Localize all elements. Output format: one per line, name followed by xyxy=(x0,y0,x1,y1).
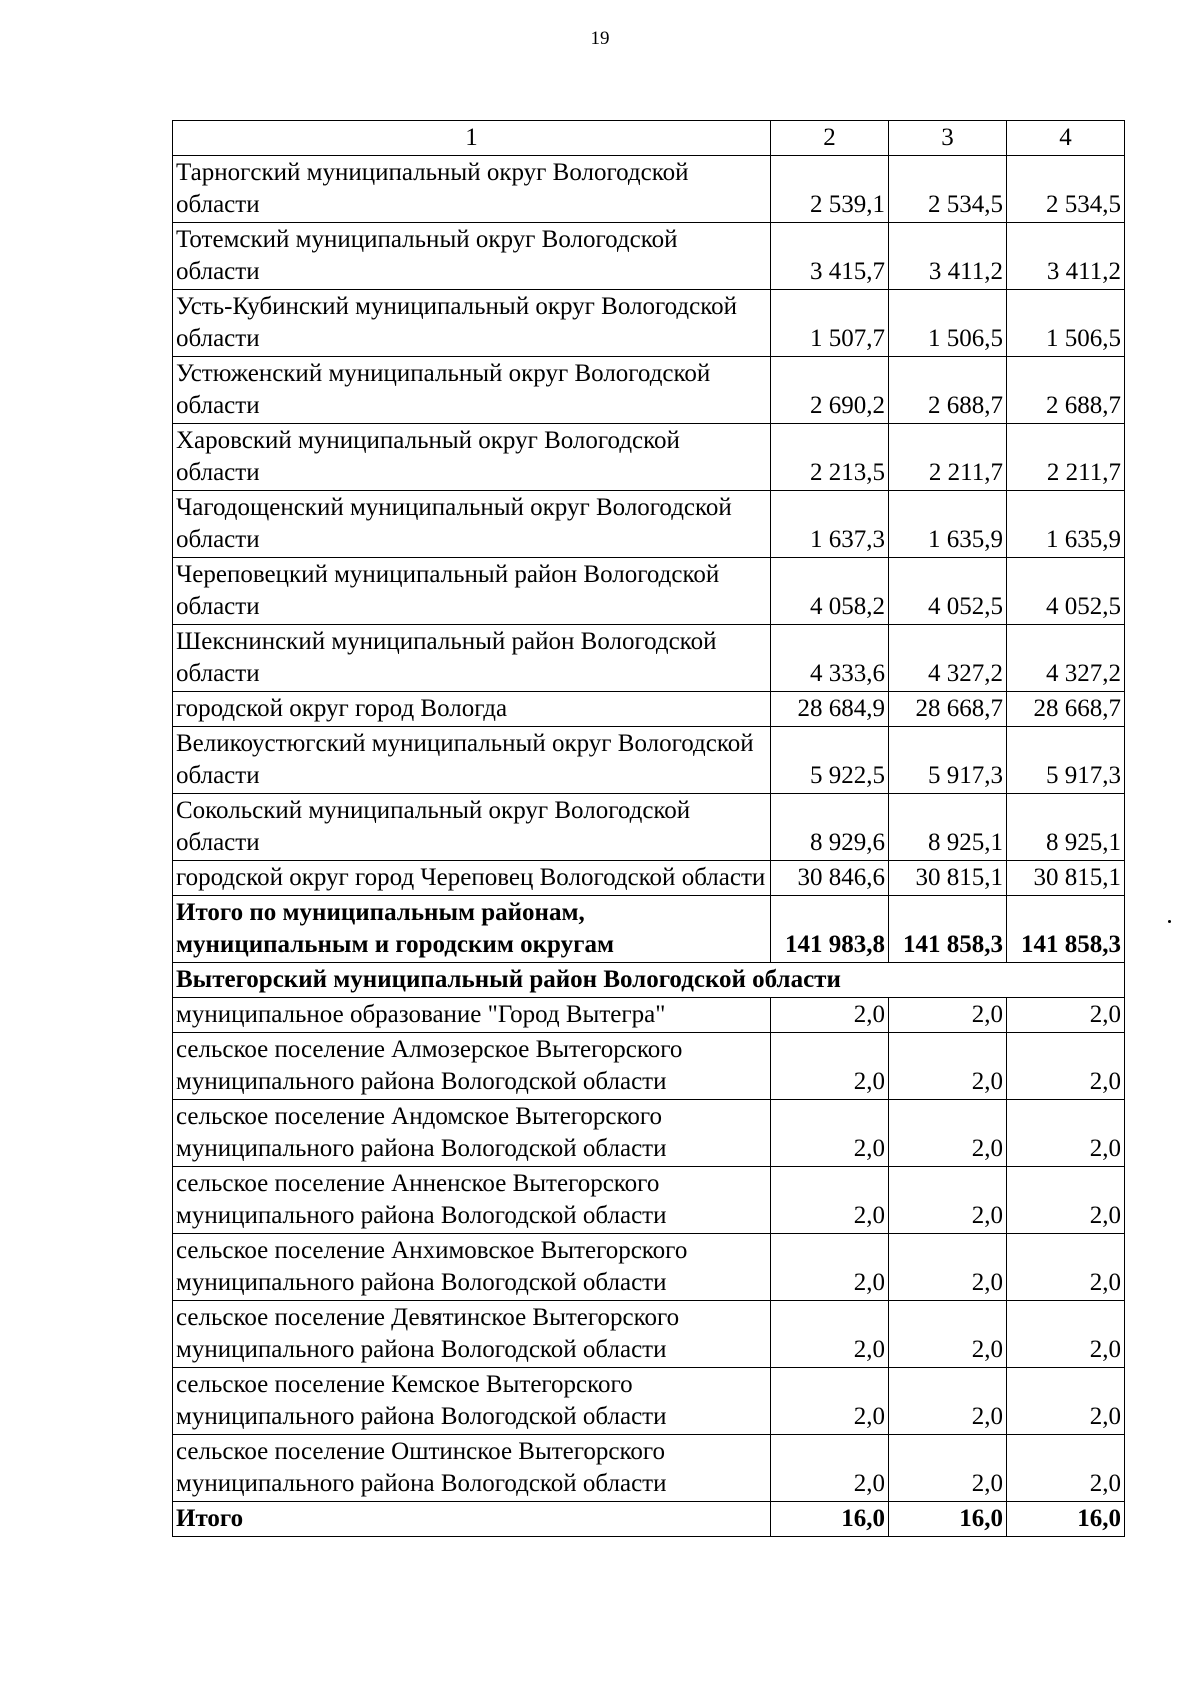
table-row xyxy=(173,290,1125,357)
row-value-col-3: 3 411,2 xyxy=(889,223,1007,290)
row-value-col-2: 16,0 xyxy=(771,1502,889,1537)
table-row xyxy=(173,727,1125,794)
row-name: Усть-Кубинский муниципальный округ Вологодской области xyxy=(173,290,771,357)
table-row xyxy=(173,1100,1125,1167)
row-name: Харовский муниципальный округ Вологодской области xyxy=(173,424,771,491)
row-name: Тотемский муниципальный округ Вологодской области xyxy=(173,223,771,290)
table-row xyxy=(173,1301,1125,1368)
row-value-col-4: 2 688,7 xyxy=(1007,357,1125,424)
row-value-col-3: 2,0 xyxy=(889,1234,1007,1301)
row-value-col-4: 2 211,7 xyxy=(1007,424,1125,491)
row-value-col-3: 16,0 xyxy=(889,1502,1007,1537)
row-name: Тарногский муниципальный округ Вологодской области xyxy=(173,156,771,223)
header-col-4: 4 xyxy=(1007,121,1125,156)
row-name: Череповецкий муниципальный район Вологодской области xyxy=(173,558,771,625)
row-value-col-2: 2 213,5 xyxy=(771,424,889,491)
row-name: Итого xyxy=(173,1502,771,1537)
row-name: Шекснинский муниципальный район Вологодской области xyxy=(173,625,771,692)
table-row xyxy=(173,1368,1125,1435)
row-name: сельское поселение Оштинское Вытегорского муниципального района Вологодской области xyxy=(173,1435,771,1502)
table-row xyxy=(173,1234,1125,1301)
table-row xyxy=(173,424,1125,491)
row-value-col-4: 2,0 xyxy=(1007,1033,1125,1100)
row-value-col-2: 2,0 xyxy=(771,1234,889,1301)
row-name: Великоустюгский муниципальный округ Вологодской области xyxy=(173,727,771,794)
row-value-col-2: 4 333,6 xyxy=(771,625,889,692)
table-row xyxy=(173,794,1125,861)
budget-table xyxy=(172,120,1125,1537)
row-value-col-4: 1 506,5 xyxy=(1007,290,1125,357)
total-row xyxy=(173,896,1125,963)
row-name: сельское поселение Алмозерское Вытегорского муниципального района Вологодской области xyxy=(173,1033,771,1100)
margin-mark xyxy=(1168,920,1171,923)
row-value-col-4: 16,0 xyxy=(1007,1502,1125,1537)
table-row xyxy=(173,357,1125,424)
section-title-row xyxy=(173,963,1125,998)
row-name: Сокольский муниципальный округ Вологодской области xyxy=(173,794,771,861)
row-value-col-3: 5 917,3 xyxy=(889,727,1007,794)
row-value-col-4: 2 534,5 xyxy=(1007,156,1125,223)
grand-total-row xyxy=(173,1502,1125,1537)
row-value-col-4: 2,0 xyxy=(1007,1368,1125,1435)
row-value-col-4: 2,0 xyxy=(1007,1167,1125,1234)
row-name: сельское поселение Кемское Вытегорского муниципального района Вологодской области xyxy=(173,1368,771,1435)
row-value-col-2: 141 983,8 xyxy=(771,896,889,963)
row-value-col-2: 1 507,7 xyxy=(771,290,889,357)
row-value-col-4: 30 815,1 xyxy=(1007,861,1125,896)
row-name: сельское поселение Андомское Вытегорского муниципального района Вологодской области xyxy=(173,1100,771,1167)
table-header-row xyxy=(173,121,1125,156)
row-name: сельское поселение Девятинское Вытегорского муниципального района Вологодской области xyxy=(173,1301,771,1368)
row-value-col-4: 141 858,3 xyxy=(1007,896,1125,963)
row-value-col-3: 2,0 xyxy=(889,998,1007,1033)
table-row xyxy=(173,998,1125,1033)
row-value-col-2: 28 684,9 xyxy=(771,692,889,727)
header-col-1: 1 xyxy=(173,121,771,156)
table-row xyxy=(173,692,1125,727)
row-value-col-2: 2,0 xyxy=(771,1368,889,1435)
row-value-col-3: 4 052,5 xyxy=(889,558,1007,625)
row-value-col-4: 4 052,5 xyxy=(1007,558,1125,625)
row-name: городской округ город Вологда xyxy=(173,692,771,727)
row-value-col-3: 2,0 xyxy=(889,1167,1007,1234)
row-value-col-4: 2,0 xyxy=(1007,998,1125,1033)
header-col-3: 3 xyxy=(889,121,1007,156)
row-name: муниципальное образование "Город Вытегра" xyxy=(173,998,771,1033)
row-name: сельское поселение Анхимовское Вытегорского муниципального района Вологодской области xyxy=(173,1234,771,1301)
row-value-col-3: 2 688,7 xyxy=(889,357,1007,424)
row-name: Устюженский муниципальный округ Вологодской области xyxy=(173,357,771,424)
table-row xyxy=(173,1167,1125,1234)
table-body xyxy=(173,121,1125,1537)
table-row xyxy=(173,1033,1125,1100)
row-value-col-3: 4 327,2 xyxy=(889,625,1007,692)
row-name: Чагодощенский муниципальный округ Вологодской области xyxy=(173,491,771,558)
row-value-col-2: 2 690,2 xyxy=(771,357,889,424)
row-value-col-3: 30 815,1 xyxy=(889,861,1007,896)
row-value-col-3: 2,0 xyxy=(889,1301,1007,1368)
row-value-col-2: 2,0 xyxy=(771,1167,889,1234)
row-value-col-3: 2,0 xyxy=(889,1435,1007,1502)
header-col-2: 2 xyxy=(771,121,889,156)
row-value-col-2: 2,0 xyxy=(771,1301,889,1368)
row-value-col-4: 2,0 xyxy=(1007,1100,1125,1167)
row-value-col-4: 8 925,1 xyxy=(1007,794,1125,861)
row-value-col-4: 3 411,2 xyxy=(1007,223,1125,290)
row-value-col-4: 2,0 xyxy=(1007,1234,1125,1301)
row-value-col-4: 5 917,3 xyxy=(1007,727,1125,794)
table-row xyxy=(173,156,1125,223)
table-row xyxy=(173,491,1125,558)
row-name: Итого по муниципальным районам, муниципальным и городским округам xyxy=(173,896,771,963)
row-value-col-3: 2,0 xyxy=(889,1033,1007,1100)
table-row xyxy=(173,558,1125,625)
row-name: сельское поселение Анненское Вытегорского муниципального района Вологодской области xyxy=(173,1167,771,1234)
row-value-col-4: 2,0 xyxy=(1007,1435,1125,1502)
row-value-col-2: 2,0 xyxy=(771,1100,889,1167)
row-name: городской округ город Череповец Вологодской области xyxy=(173,861,771,896)
row-value-col-3: 28 668,7 xyxy=(889,692,1007,727)
table-row xyxy=(173,223,1125,290)
row-value-col-3: 8 925,1 xyxy=(889,794,1007,861)
table-row xyxy=(173,625,1125,692)
row-value-col-3: 1 506,5 xyxy=(889,290,1007,357)
row-value-col-3: 2,0 xyxy=(889,1368,1007,1435)
row-value-col-2: 2 539,1 xyxy=(771,156,889,223)
row-value-col-2: 2,0 xyxy=(771,1033,889,1100)
row-value-col-2: 8 929,6 xyxy=(771,794,889,861)
section-title: Вытегорский муниципальный район Вологодской области xyxy=(173,963,1125,998)
row-value-col-4: 28 668,7 xyxy=(1007,692,1125,727)
row-value-col-2: 4 058,2 xyxy=(771,558,889,625)
row-value-col-4: 1 635,9 xyxy=(1007,491,1125,558)
row-value-col-3: 2 534,5 xyxy=(889,156,1007,223)
row-value-col-2: 3 415,7 xyxy=(771,223,889,290)
row-value-col-3: 1 635,9 xyxy=(889,491,1007,558)
table-row xyxy=(173,1435,1125,1502)
row-value-col-2: 2,0 xyxy=(771,998,889,1033)
row-value-col-3: 141 858,3 xyxy=(889,896,1007,963)
page-number: 19 xyxy=(590,28,610,49)
row-value-col-4: 2,0 xyxy=(1007,1301,1125,1368)
table-row xyxy=(173,861,1125,896)
row-value-col-3: 2 211,7 xyxy=(889,424,1007,491)
row-value-col-4: 4 327,2 xyxy=(1007,625,1125,692)
row-value-col-2: 5 922,5 xyxy=(771,727,889,794)
row-value-col-2: 2,0 xyxy=(771,1435,889,1502)
row-value-col-2: 30 846,6 xyxy=(771,861,889,896)
row-value-col-3: 2,0 xyxy=(889,1100,1007,1167)
row-value-col-2: 1 637,3 xyxy=(771,491,889,558)
